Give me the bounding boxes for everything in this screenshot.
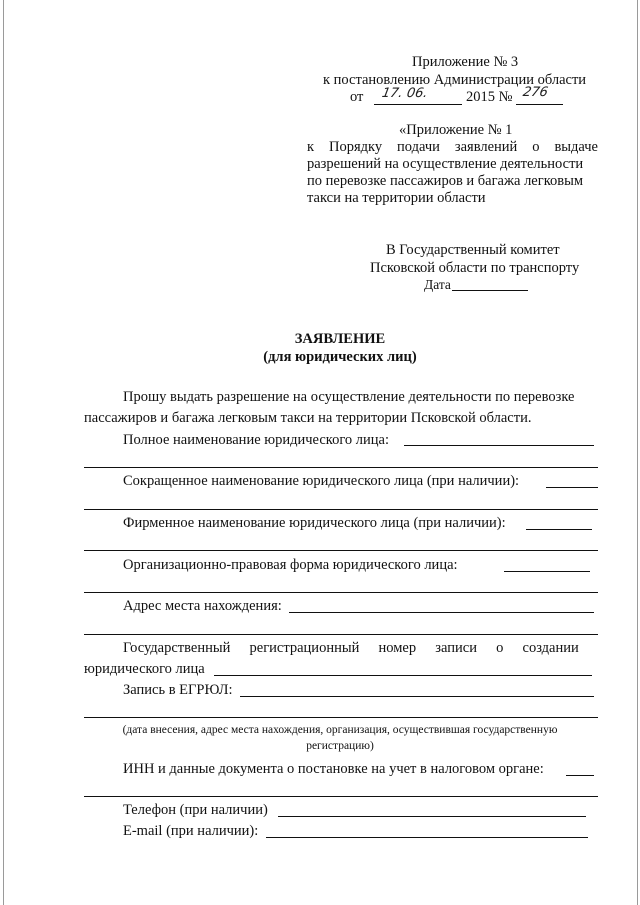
full-name-field-line[interactable] — [404, 445, 594, 446]
firm-name-continuation-line[interactable] — [84, 550, 598, 551]
phone-field-line[interactable] — [278, 816, 586, 817]
legal-form-field-line[interactable] — [504, 571, 590, 572]
appendix-from-label: от — [350, 89, 364, 105]
phone-label: Телефон (при наличии) — [123, 802, 268, 818]
egrul-note-line-2: регистрацию) — [306, 740, 374, 752]
inn-continuation-line[interactable] — [84, 796, 598, 797]
addressee-line-2: Псковской области по транспорту — [370, 260, 580, 276]
address-continuation-line[interactable] — [84, 634, 598, 635]
right-scan-edge — [637, 0, 638, 905]
request-line-2: пассажиров и багажа легковым такси на территории Псковской области. — [84, 410, 532, 426]
document-title: ЗАЯВЛЕНИЕ — [294, 331, 386, 347]
sub-appendix-line-3: по перевозке пассажиров и багажа легковым — [307, 173, 584, 189]
handwritten-number: 276 — [521, 85, 550, 100]
date-label: Дата — [424, 277, 451, 292]
egrul-label: Запись в ЕГРЮЛ: — [123, 682, 233, 698]
legal-form-label: Организационно-правовая форма юридического лица: — [123, 557, 458, 573]
legal-form-continuation-line[interactable] — [84, 592, 598, 593]
egrul-continuation-line[interactable] — [84, 717, 598, 718]
left-scan-edge — [3, 0, 4, 905]
sub-appendix-line-2: разрешений на осуществление деятельности — [307, 156, 584, 172]
document-subtitle: (для юридических лиц) — [263, 349, 417, 365]
short-name-field-line[interactable] — [546, 487, 598, 488]
addressee-line-1: В Государственный комитет — [386, 242, 560, 258]
sub-appendix-title: «Приложение № 1 — [399, 122, 513, 138]
email-field-line[interactable] — [266, 837, 588, 838]
sub-appendix-line-1: к Порядку подачи заявлений о выдаче — [307, 139, 598, 155]
request-line-1: Прошу выдать разрешение на осуществление деятельности по перевозке — [123, 389, 575, 405]
sub-appendix-line-4: такси на территории области — [307, 190, 486, 206]
number-underline — [516, 104, 563, 105]
appendix-year-label: 2015 № — [466, 89, 513, 105]
address-field-line[interactable] — [289, 612, 594, 613]
registration-line-2: юридического лица — [84, 661, 205, 677]
address-label: Адрес места нахождения: — [123, 598, 282, 614]
registration-line-1: Государственный регистрационный номер записи о создании — [123, 640, 579, 656]
inn-field-line[interactable] — [566, 775, 594, 776]
registration-field-line[interactable] — [214, 675, 592, 676]
handwritten-date: 17. 06. — [380, 86, 429, 101]
appendix-reference: к постановлению Администрации области — [323, 72, 587, 88]
egrul-field-line[interactable] — [240, 696, 594, 697]
firm-name-field-line[interactable] — [526, 529, 592, 530]
short-name-continuation-line[interactable] — [84, 509, 598, 510]
short-name-label: Сокращенное наименование юридического лица (при наличии): — [123, 473, 520, 489]
full-name-continuation-line[interactable] — [84, 467, 598, 468]
date-field-line — [452, 290, 528, 291]
email-label: E-mail (при наличии): — [123, 823, 259, 839]
inn-label: ИНН и данные документа о постановке на учет в налоговом органе: — [123, 761, 544, 777]
firm-name-label: Фирменное наименование юридического лица (при наличии): — [123, 515, 506, 531]
egrul-note-line-1: (дата внесения, адрес места нахождения, организация, осуществившая государственную — [122, 724, 558, 736]
appendix-number: Приложение № 3 — [412, 54, 519, 70]
full-name-label: Полное наименование юридического лица: — [123, 432, 390, 448]
date-underline — [374, 104, 462, 105]
